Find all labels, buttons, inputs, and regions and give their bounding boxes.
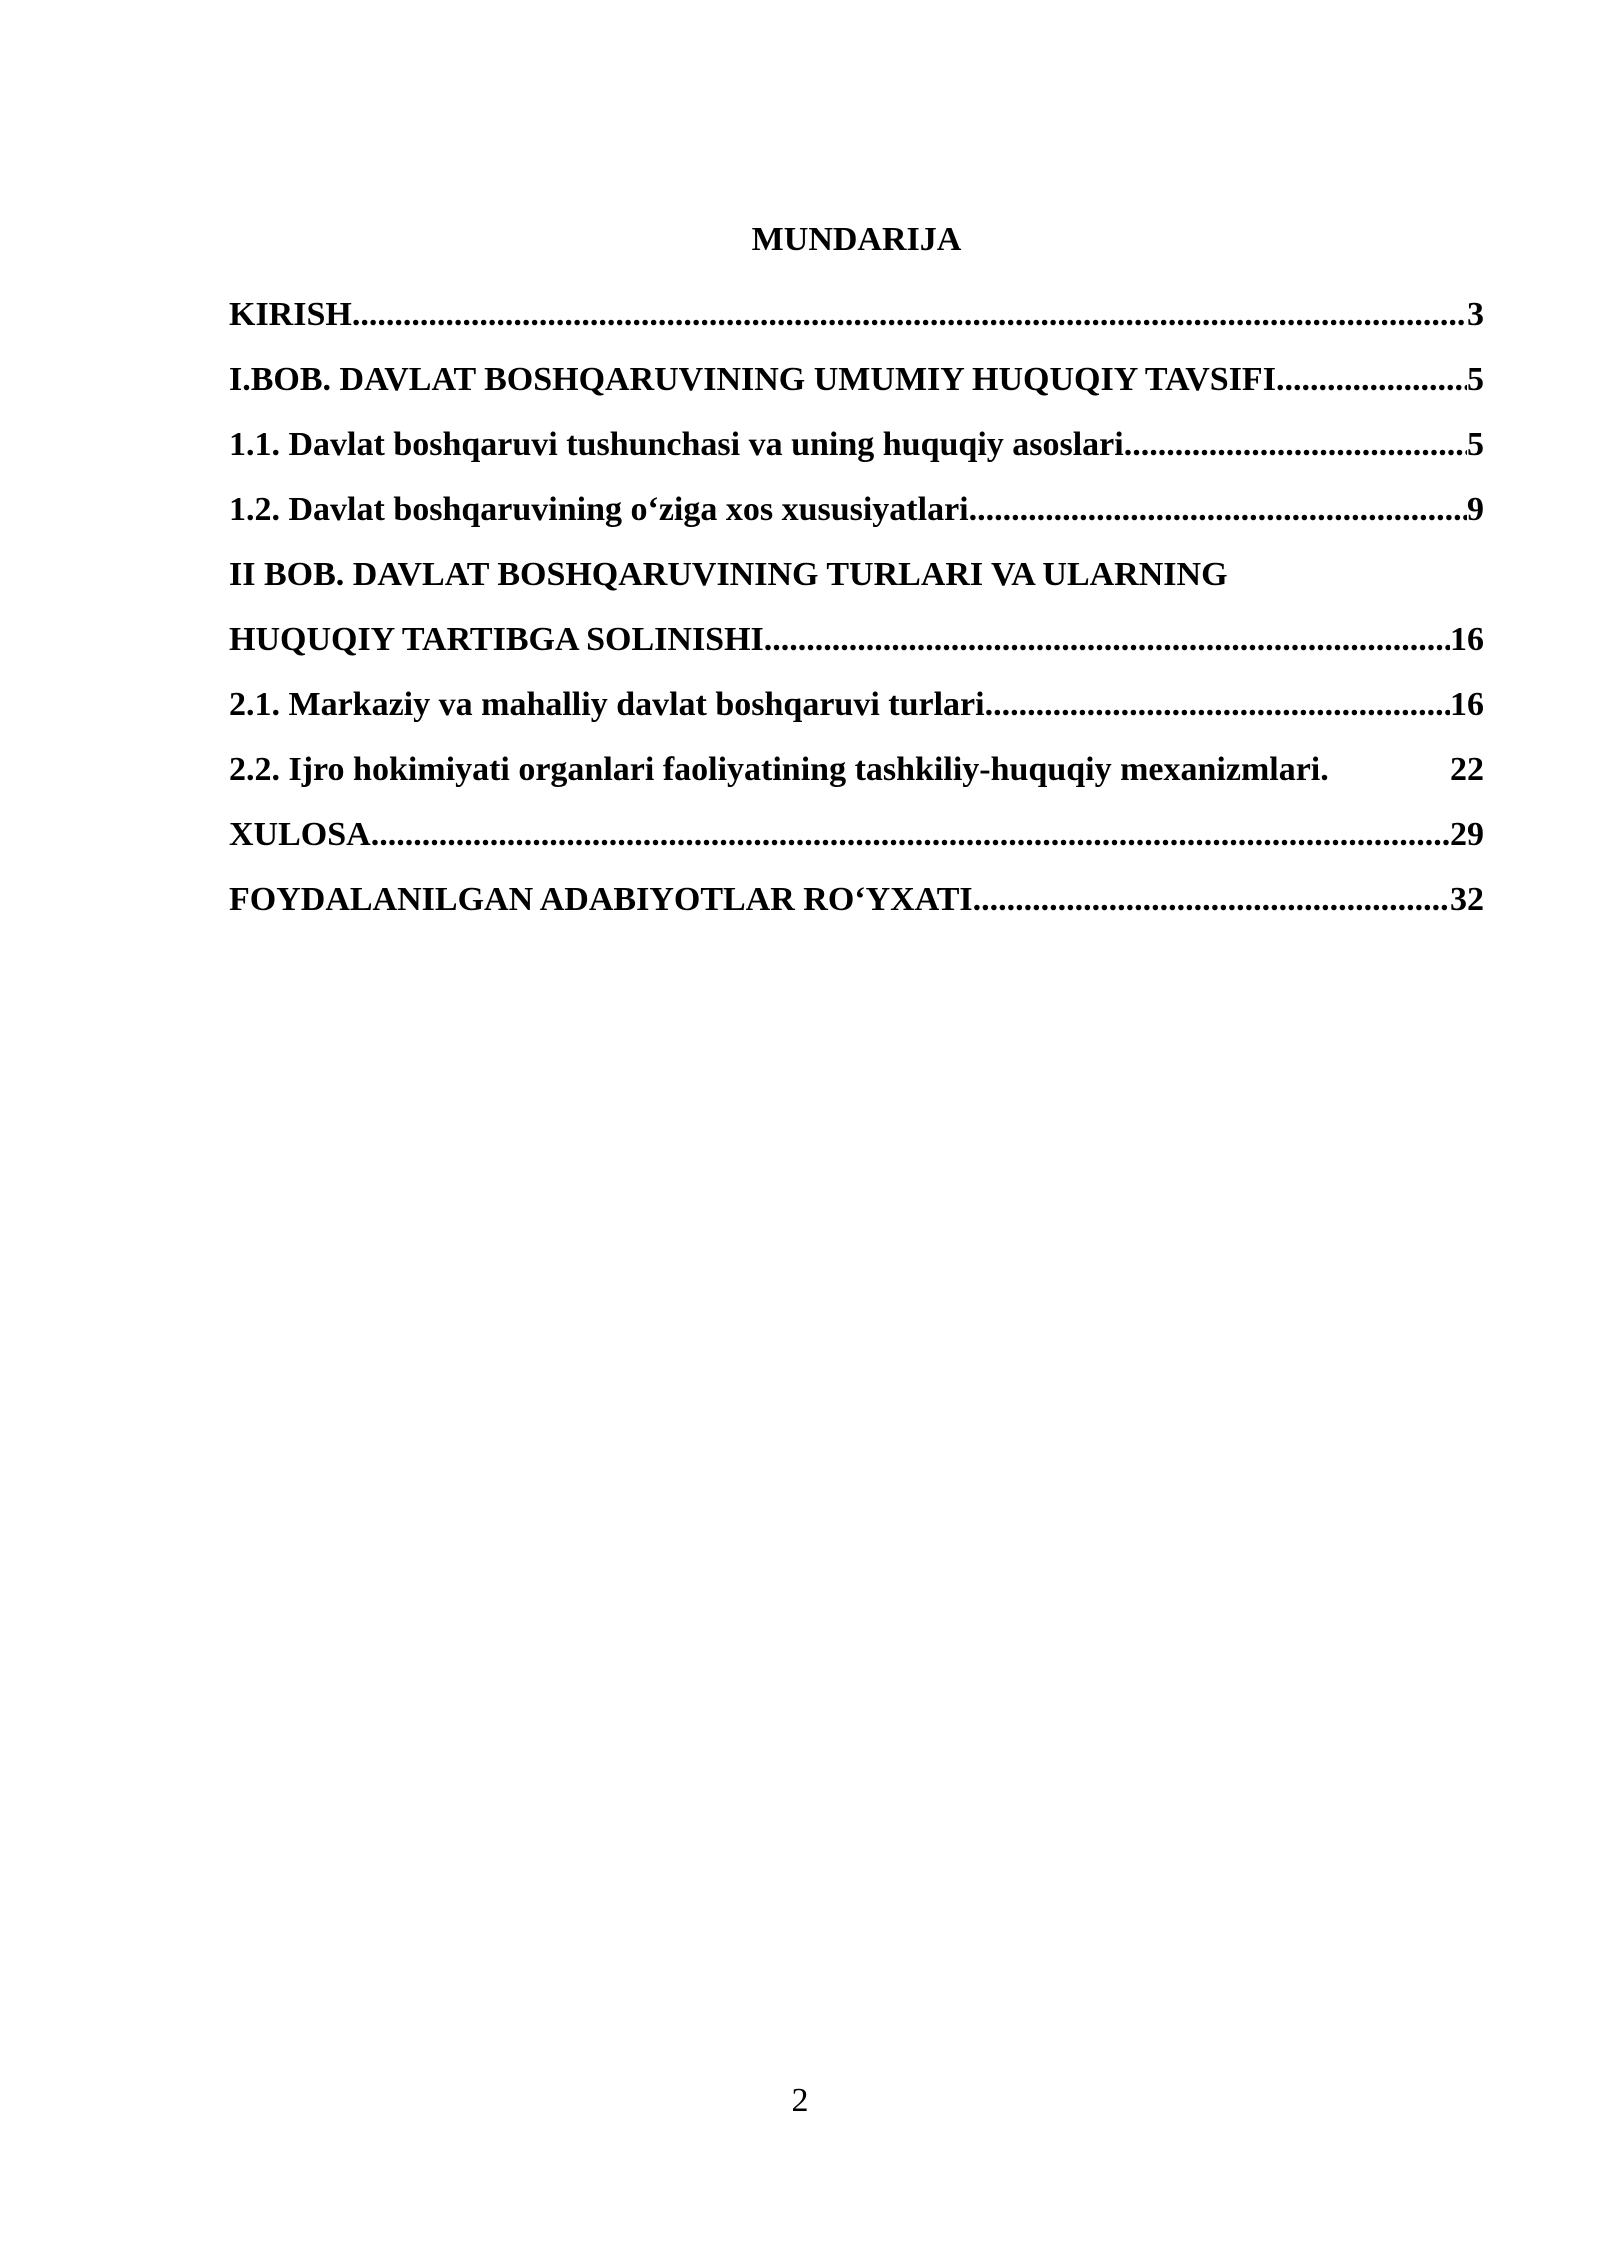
toc-entry-chapter-1[interactable]	[229, 347, 1484, 412]
toc-entry-page: 32	[1450, 881, 1484, 918]
toc-entry-section-1-2[interactable]	[229, 477, 1484, 542]
toc-entry-label: 1.1. Davlat boshqaruvi tushunchasi va uning huquqiy asoslari	[229, 426, 1124, 463]
toc-entry-page: 5	[1467, 426, 1484, 463]
toc-dot-leader	[352, 282, 1467, 347]
toc-entry-chapter-2-line1[interactable]: II BOB. DAVLAT BOSHQARUVINING TURLARI VA ULARNING	[229, 556, 1228, 593]
toc-entry-label: HUQUQIY TARTIBGA SOLINISHI	[229, 621, 764, 658]
toc-dot-leader	[1276, 347, 1467, 412]
toc-entry-section-2-2[interactable]	[229, 737, 1484, 802]
toc-dot-leader	[764, 607, 1450, 672]
page-number: 2	[791, 2082, 809, 2119]
toc-dot-leader	[371, 802, 1450, 867]
toc-entry-page: 3	[1467, 296, 1484, 333]
toc-dot-leader	[985, 672, 1450, 737]
toc-list	[229, 282, 1484, 932]
toc-entry-page: 22	[1450, 751, 1484, 788]
toc-entry-kirish[interactable]	[229, 282, 1484, 347]
toc-entry-page: 16	[1450, 621, 1484, 658]
toc-entry-page: 9	[1467, 491, 1484, 528]
toc-entry-label: 1.2. Davlat boshqaruvining o‘ziga xos xususiyatlari	[229, 491, 969, 528]
toc-entry-page: 29	[1450, 816, 1484, 853]
toc-entry-xulosa[interactable]	[229, 802, 1484, 867]
toc-entry-section-2-1[interactable]	[229, 672, 1484, 737]
toc-entry-label: 2.1. Markaziy va mahalliy davlat boshqaruvi turlari	[229, 686, 985, 723]
toc-entry-chapter-2[interactable]	[229, 607, 1484, 672]
table-of-contents	[229, 217, 1484, 932]
toc-entry-label: I.BOB. DAVLAT BOSHQARUVINING UMUMIY HUQUQIY TAVSIFI	[229, 361, 1276, 398]
toc-dot-leader	[969, 477, 1467, 542]
toc-entry-label: FOYDALANILGAN ADABIYOTLAR RO‘YXATI	[229, 881, 973, 918]
toc-dot-leader	[1124, 412, 1467, 477]
toc-title: MUNDARIJA	[751, 221, 962, 258]
toc-entry-label: XULOSA	[229, 816, 371, 853]
toc-dot-leader	[973, 867, 1450, 932]
toc-entry-page: 5	[1467, 361, 1484, 398]
toc-entry-section-1-1[interactable]	[229, 412, 1484, 477]
toc-entry-references[interactable]	[229, 867, 1484, 932]
toc-entry-label: 2.2. Ijro hokimiyati organlari faoliyatining tashkiliy-huquqiy mexanizmlari.	[229, 751, 1329, 788]
toc-entry-page: 16	[1450, 686, 1484, 723]
toc-entry-label: KIRISH	[229, 296, 352, 333]
